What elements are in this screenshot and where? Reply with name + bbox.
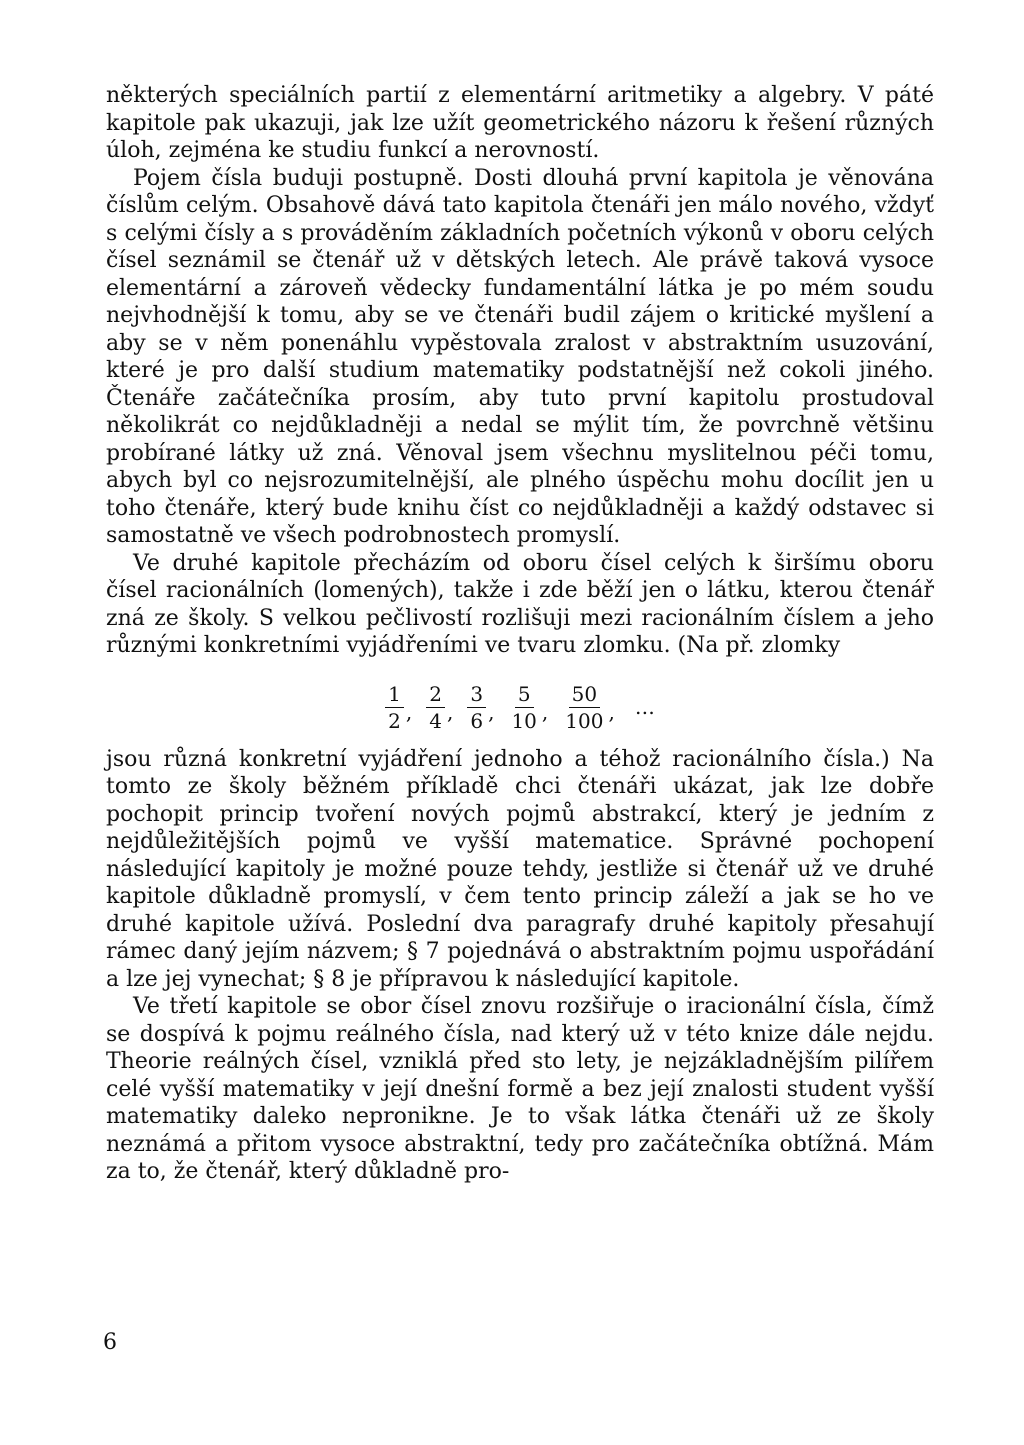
fraction-examples [106,678,934,738]
fraction-denominator: 2 [388,709,401,733]
fraction-3-6 [467,682,486,733]
fraction-numerator: 3 [467,682,486,708]
fraction-separator: , [608,699,615,724]
paragraph-4: jsou různá konkretní vyjádření jednoho a téhož racionálního čísla.) Na tomto ze školy běžném příkladě chci čtenáři ukázat, jak lze dobře pochopit princip tvoření nových pojmů abstrakcí, který je jedním z nejdůležitějších pojmů ve vyšší matematice. Správné pochopení následující kapitoly je možné pouze tehdy, jestliže si čtenář už ve druhé kapitole důkladně promyslí, v čem tento princip záleží a jak se ho ve druhé kapitole užívá. Poslední dva paragrafy druhé kapitoly přesahují rámec daný jejím názvem; § 7 pojednává o abstraktním pojmu uspořádání a lze jej vynechat; § 8 je přípravou k následující kapitole. [106,746,934,992]
fraction-50-100 [562,682,606,733]
body-text [106,82,934,1186]
paragraph-5: Ve třetí kapitole se obor čísel znovu rozšiřuje o iracionální čísla, čímž se dospívá k pojmu reálného čísla, nad který už v této knize dále nejdu. Theorie reálných čísel, vzniklá před sto lety, je nejzákladnějším pilířem celé vyšší matematiky v její dnešní formě a bez její znalosti student vyšší matematiky daleko nepronikne. Je to však látka čtenáři už ze školy neznámá a přitom vysoce abstraktní, tedy pro začátečníka obtížná. Mám za to, že čtenář, který důkladně pro- [106,994,934,1184]
fraction-denominator: 100 [565,709,604,733]
fraction-separator: , [488,699,495,724]
fraction-numerator: 50 [569,682,600,708]
fraction-2-4 [426,682,445,733]
fraction-denominator: 6 [470,709,484,733]
fraction-separator: , [447,699,454,724]
paragraph-2: Pojem čísla buduji postupně. Dosti dlouhá první kapitola je věnována číslům celým. Obsahově dává tato kapitola čtenáři jen málo nového, vždyť s celými čísly a s prováděním základních početních výkonů v oboru celých čísel seznámil se čtenář už v dětských letech. Ale právě taková vysoce elementární a zároveň vědecky fundamentální látka je po mém soudu nejvhodnější k tomu, aby se ve čtenáři budil zájem o kritické myšlení a aby se v něm ponenáhlu vypěstovala zralost v abstraktním usuzování, které je pro další studium matematiky podstatnější než cokoli jiného. Čtenáře začátečníka prosím, aby tuto první kapitolu prostudoval několikrát co nejdůkladněji a nedal se mýlit tím, že povrchně většinu probírané látky už zná. Věnoval jsem všechnu myslitelnou péči tomu, abych byl co nejsrozumitelnější, ale plného úspěchu mohu docílit jen u toho čtenáře, který bude knihu číst co nejdůkladněji a každý odstavec si samostatně ve všech podrobnostech promyslí. [106,165,934,548]
fraction-separator: , [541,699,549,724]
fraction-separator: , [405,699,413,724]
fraction-numerator: 1 [385,682,404,708]
fraction-denominator: 4 [429,709,442,733]
fraction-5-10 [508,682,539,733]
paragraph-3: Ve druhé kapitole přecházím od oboru čísel celých k širšímu oboru čísel racionálních (lomených), takže i zde běží jen o látku, kterou čtenář zná ze školy. S velkou pečlivostí rozlišuji mezi racionálním číslem a jeho různými konkretními vyjádřeními ve tvaru zlomku. (Na př. zlomky [106,550,934,658]
fraction-denominator: 10 [511,709,537,733]
fraction-1-2 [385,682,404,733]
fraction-numerator: 5 [515,682,534,708]
page-number: 6 [103,1330,117,1355]
fraction-ellipsis: … [634,694,655,719]
fraction-numerator: 2 [426,682,445,708]
paragraph-1: některých speciálních partií z elementární aritmetiky a algebry. V páté kapitole pak ukazuji, jak lze užít geometrického názoru k řešení různých úloh, zejména ke studiu funkcí a nerovností. [106,83,934,163]
